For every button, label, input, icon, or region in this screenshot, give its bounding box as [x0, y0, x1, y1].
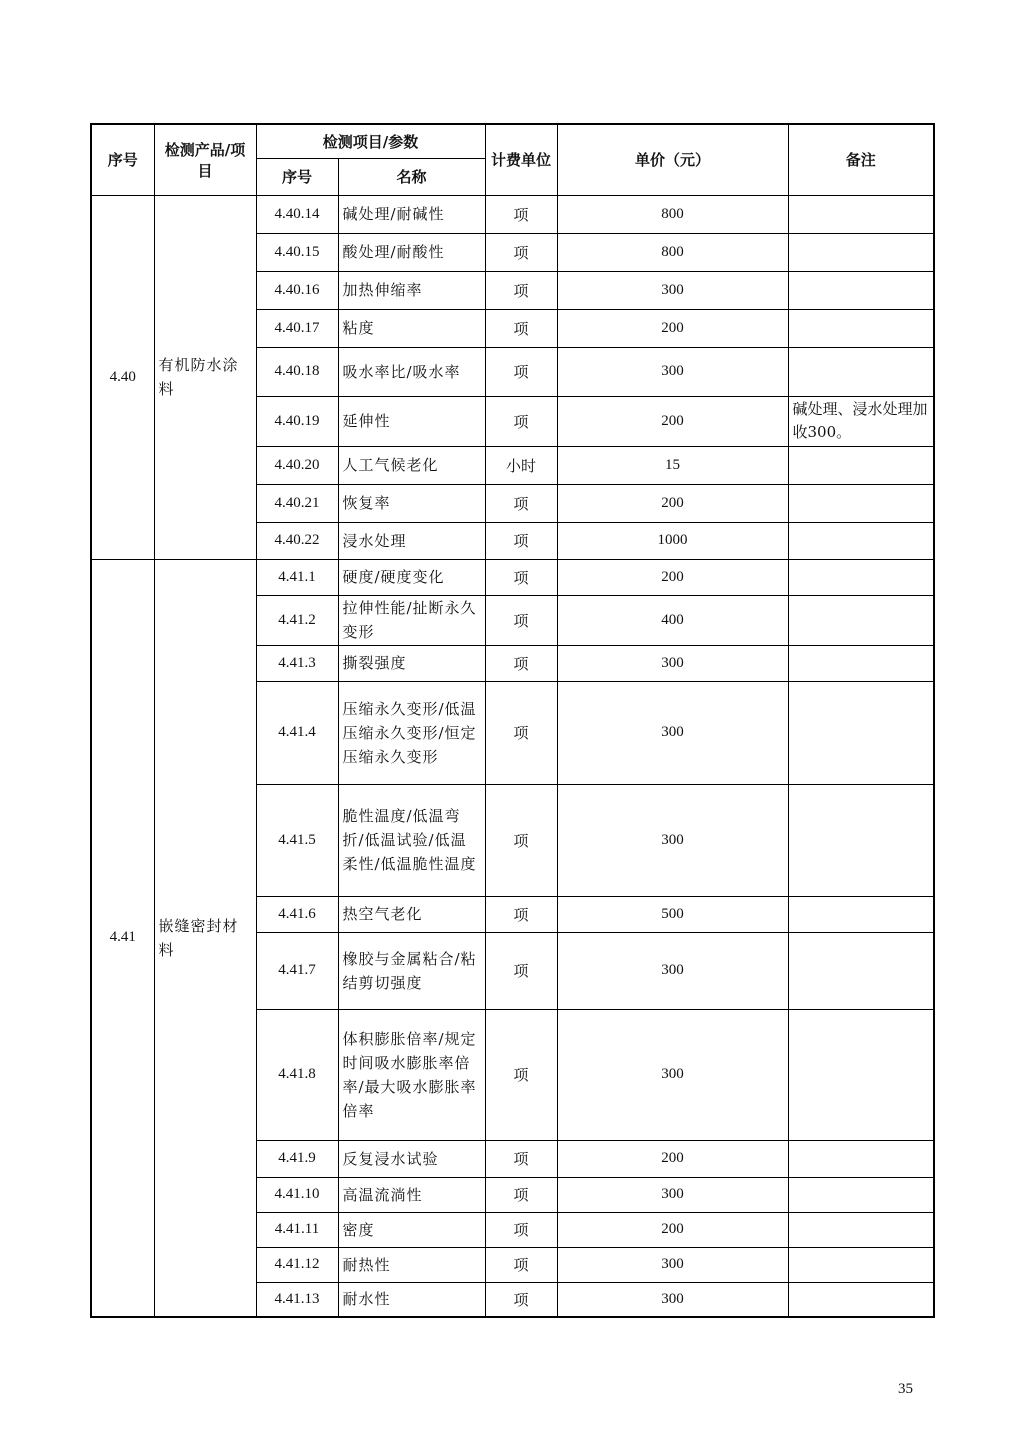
- item-name: 碱处理/耐碱性: [338, 195, 485, 233]
- item-price: 800: [557, 195, 788, 233]
- item-name: 延伸性: [338, 396, 485, 446]
- item-remark: [788, 1009, 934, 1140]
- item-unit: 项: [485, 896, 557, 932]
- item-name: 人工气候老化: [338, 446, 485, 484]
- item-price: 1000: [557, 522, 788, 559]
- item-price: 300: [557, 347, 788, 396]
- item-price: 300: [557, 932, 788, 1009]
- item-no: 4.41.7: [256, 932, 338, 1009]
- table-row: [91, 559, 934, 595]
- item-name: 压缩永久变形/低温压缩永久变形/恒定压缩永久变形: [338, 681, 485, 784]
- item-remark: [788, 932, 934, 1009]
- item-no: 4.41.13: [256, 1282, 338, 1317]
- item-no: 4.41.2: [256, 595, 338, 645]
- item-no: 4.40.18: [256, 347, 338, 396]
- item-price: 300: [557, 1177, 788, 1212]
- item-name: 加热伸缩率: [338, 271, 485, 309]
- item-remark: [788, 347, 934, 396]
- item-no: 4.41.11: [256, 1212, 338, 1247]
- item-name: 粘度: [338, 309, 485, 347]
- item-no: 4.40.22: [256, 522, 338, 559]
- item-unit: 项: [485, 595, 557, 645]
- item-price: 15: [557, 446, 788, 484]
- item-name: 撕裂强度: [338, 645, 485, 681]
- table-row: [91, 195, 934, 233]
- item-unit: 项: [485, 645, 557, 681]
- item-name: 反复浸水试验: [338, 1140, 485, 1177]
- item-no: 4.41.10: [256, 1177, 338, 1212]
- item-price: 800: [557, 233, 788, 271]
- item-price: 300: [557, 784, 788, 896]
- item-no: 4.40.16: [256, 271, 338, 309]
- item-name: 橡胶与金属粘合/粘结剪切强度: [338, 932, 485, 1009]
- group-seq: 4.41: [91, 559, 154, 1317]
- item-no: 4.41.3: [256, 645, 338, 681]
- header-remark: 备注: [788, 124, 934, 195]
- item-remark: [788, 645, 934, 681]
- item-unit: 项: [485, 309, 557, 347]
- item-name: 耐热性: [338, 1247, 485, 1282]
- item-name: 浸水处理: [338, 522, 485, 559]
- item-remark: [788, 1247, 934, 1282]
- item-remark: 碱处理、浸水处理加收300。: [788, 396, 934, 446]
- item-remark: [788, 1282, 934, 1317]
- item-no: 4.40.19: [256, 396, 338, 446]
- item-unit: 项: [485, 1140, 557, 1177]
- item-name: 硬度/硬度变化: [338, 559, 485, 595]
- item-no: 4.41.12: [256, 1247, 338, 1282]
- item-no: 4.41.4: [256, 681, 338, 784]
- page-number: 35: [898, 1381, 913, 1397]
- item-remark: [788, 681, 934, 784]
- item-no: 4.40.20: [256, 446, 338, 484]
- item-remark: [788, 1140, 934, 1177]
- item-no: 4.40.17: [256, 309, 338, 347]
- table-body: [91, 195, 934, 1317]
- group-seq: 4.40: [91, 195, 154, 559]
- item-name: 密度: [338, 1212, 485, 1247]
- item-price: 300: [557, 1247, 788, 1282]
- group-product: 嵌缝密封材料: [154, 559, 256, 1317]
- item-remark: [788, 522, 934, 559]
- item-no: 4.41.1: [256, 559, 338, 595]
- item-unit: 项: [485, 1282, 557, 1317]
- item-unit: 项: [485, 559, 557, 595]
- header-unit: 计费单位: [485, 124, 557, 195]
- item-price: 300: [557, 1282, 788, 1317]
- item-remark: [788, 271, 934, 309]
- item-price: 400: [557, 595, 788, 645]
- item-unit: 项: [485, 522, 557, 559]
- item-price: 300: [557, 645, 788, 681]
- item-name: 体积膨胀倍率/规定时间吸水膨胀率倍率/最大吸水膨胀率倍率: [338, 1009, 485, 1140]
- header-price: 单价（元）: [557, 124, 788, 195]
- item-remark: [788, 1212, 934, 1247]
- item-price: 300: [557, 271, 788, 309]
- item-unit: 项: [485, 195, 557, 233]
- header-item-name: 名称: [338, 158, 485, 195]
- item-no: 4.41.8: [256, 1009, 338, 1140]
- item-remark: [788, 559, 934, 595]
- item-price: 200: [557, 396, 788, 446]
- item-unit: 项: [485, 271, 557, 309]
- item-name: 脆性温度/低温弯折/低温试验/低温柔性/低温脆性温度: [338, 784, 485, 896]
- item-name: 耐水性: [338, 1282, 485, 1317]
- item-name: 高温流淌性: [338, 1177, 485, 1212]
- item-unit: 项: [485, 681, 557, 784]
- item-no: 4.40.21: [256, 484, 338, 522]
- item-remark: [788, 309, 934, 347]
- item-no: 4.41.6: [256, 896, 338, 932]
- item-no: 4.40.14: [256, 195, 338, 233]
- item-price: 200: [557, 1212, 788, 1247]
- item-unit: 项: [485, 1177, 557, 1212]
- item-price: 500: [557, 896, 788, 932]
- item-unit: 项: [485, 784, 557, 896]
- item-price: 200: [557, 559, 788, 595]
- item-remark: [788, 195, 934, 233]
- item-remark: [788, 595, 934, 645]
- group-product: 有机防水涂料: [154, 195, 256, 559]
- item-remark: [788, 784, 934, 896]
- item-name: 吸水率比/吸水率: [338, 347, 485, 396]
- item-price: 200: [557, 309, 788, 347]
- item-unit: 小时: [485, 446, 557, 484]
- item-remark: [788, 233, 934, 271]
- header-item-seq: 序号: [256, 158, 338, 195]
- item-unit: 项: [485, 396, 557, 446]
- header-seq: 序号: [91, 124, 154, 195]
- item-unit: 项: [485, 1212, 557, 1247]
- item-name: 恢复率: [338, 484, 485, 522]
- item-no: 4.40.15: [256, 233, 338, 271]
- item-unit: 项: [485, 484, 557, 522]
- item-unit: 项: [485, 1247, 557, 1282]
- item-remark: [788, 896, 934, 932]
- item-unit: 项: [485, 1009, 557, 1140]
- item-remark: [788, 1177, 934, 1212]
- item-remark: [788, 484, 934, 522]
- item-no: 4.41.9: [256, 1140, 338, 1177]
- header-product: 检测产品/项目: [154, 124, 256, 195]
- item-price: 300: [557, 1009, 788, 1140]
- price-table: [90, 123, 935, 1318]
- header-item-group: 检测项目/参数: [256, 124, 485, 158]
- item-unit: 项: [485, 233, 557, 271]
- item-name: 酸处理/耐酸性: [338, 233, 485, 271]
- item-price: 300: [557, 681, 788, 784]
- item-remark: [788, 446, 934, 484]
- item-no: 4.41.5: [256, 784, 338, 896]
- item-name: 拉伸性能/扯断永久变形: [338, 595, 485, 645]
- item-unit: 项: [485, 932, 557, 1009]
- item-unit: 项: [485, 347, 557, 396]
- item-price: 200: [557, 1140, 788, 1177]
- item-price: 200: [557, 484, 788, 522]
- item-name: 热空气老化: [338, 896, 485, 932]
